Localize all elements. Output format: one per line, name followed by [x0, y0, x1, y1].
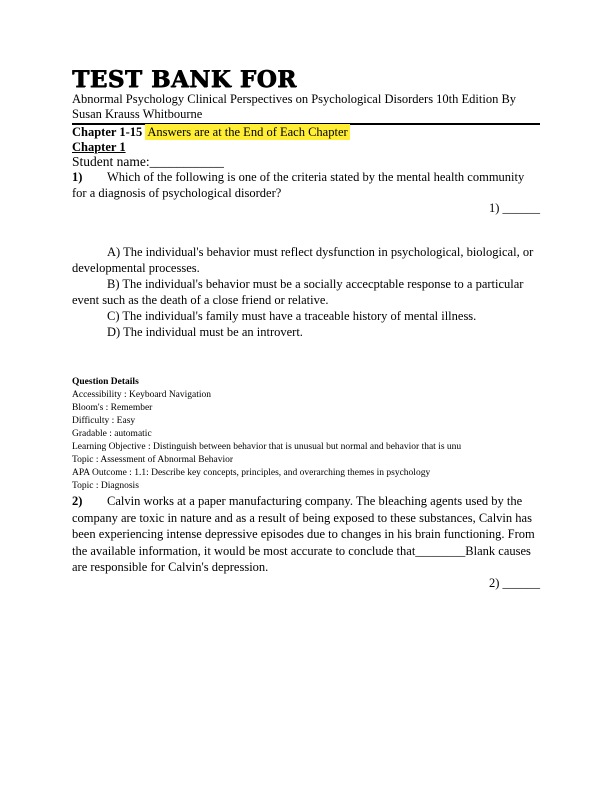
answers-note-highlight: Answers are at the End of Each Chapter — [147, 125, 348, 139]
question-details-heading: Question Details — [72, 377, 139, 387]
question-2-blank-label: 2) — [488, 575, 500, 590]
choice-d: D) The individual must be an introvert. — [107, 325, 303, 339]
question-1-answer-blank — [72, 201, 540, 216]
question-detail-blooms: Bloom's : Remember — [72, 403, 153, 413]
question-2-number: 2) — [72, 494, 83, 508]
question-detail-accessibility: Accessibility : Keyboard Navigation — [72, 390, 212, 400]
question-detail-gradable: Gradable : automatic — [72, 429, 152, 439]
question-1-choices — [72, 244, 540, 340]
student-name-line — [72, 154, 540, 169]
choice-b: B) The individual's behavior must be a socially accecptable response to a particular event such as the death of a close friend or relative. — [72, 277, 524, 307]
chapter-range-line — [72, 125, 540, 140]
choice-c: C) The individual's family must have a traceable history of mental illness. — [107, 309, 477, 323]
question-detail-learning-objective: Learning Objective : Distinguish between behavior that is unusual but normal and behavior that is unu — [72, 442, 462, 452]
question-detail-difficulty: Difficulty : Easy — [72, 416, 136, 426]
chapter-range-label: Chapter 1-15 — [72, 125, 143, 139]
page-title: TEST BANK FOR — [72, 66, 297, 93]
question-detail-apa-outcome: APA Outcome : 1.1: Describe key concepts, principles, and overarching themes in psychology — [72, 468, 431, 478]
question-2-blank-line: ______ — [502, 575, 540, 590]
question-2-text: Calvin works at a paper manufacturing company. The bleaching agents used by the company are toxic in nature and as a result of being exposed to these substances, Calvin has been experiencing intense depressive episodes due to changes in his brain functioning. From the available information, it would be most accurate to conclude that________Blank causes are responsible for Calvin's depression. — [72, 494, 535, 574]
question-1-blank-label: 1) — [488, 201, 500, 215]
question-2-answer-blank — [72, 576, 540, 591]
question-details — [72, 376, 540, 493]
book-subtitle: Abnormal Psychology Clinical Perspectives on Psychological Disorders 10th Edition By Susan Krauss Whitbourne — [72, 92, 517, 121]
chapter-heading: Chapter 1 — [72, 140, 126, 154]
question-1-number: 1) — [72, 170, 83, 184]
choice-a: A) The individual's behavior must reflect dysfunction in psychological, biological, or developmental processes. — [72, 245, 534, 275]
question-1-blank-line: ______ — [502, 201, 540, 215]
question-1 — [72, 169, 540, 201]
question-detail-topic-1: Topic : Assessment of Abnormal Behavior — [72, 455, 234, 465]
question-2 — [72, 493, 540, 576]
question-detail-topic-2: Topic : Diagnosis — [72, 481, 139, 491]
student-name-blank: ___________ — [149, 154, 224, 169]
student-name-label: Student name: — [72, 154, 150, 169]
question-1-text: Which of the following is one of the criteria stated by the mental health community for a diagnosis of psychological disorder? — [72, 170, 525, 200]
